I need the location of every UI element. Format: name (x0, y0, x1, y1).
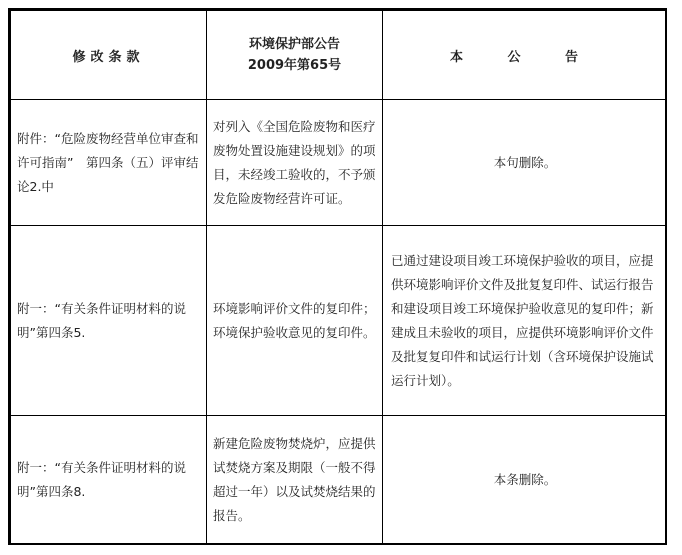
header-clause: 修改条款 (11, 11, 207, 100)
amendment-table (10, 10, 666, 544)
row1-original: 对列入《全国危险废物和医疗废物处置设施建设规划》的项目，未经竣工验收的，不予颁发危险废物经营许可证。 (207, 100, 383, 226)
header-this-announcement: 本 公 告 (383, 11, 666, 100)
header-announcement-number: 2009年第65号 (247, 58, 342, 73)
row1-amendment: 本句删除。 (383, 100, 666, 226)
table-row (11, 416, 666, 544)
row3-clause: 附一：“有关条件证明材料的说明”第四条8. (11, 416, 207, 544)
row2-clause: 附一：“有关条件证明材料的说明”第四条5. (11, 226, 207, 416)
table-row (11, 226, 666, 416)
header-row (11, 11, 666, 100)
header-announcement-title: 环境保护部公告 (248, 37, 340, 52)
row1-clause: 附件：“危险废物经营单位审查和许可指南” 第四条（五）评审结论2.中 (11, 100, 207, 226)
header-announcement (207, 11, 383, 100)
row3-original: 新建危险废物焚烧炉，应提供试焚烧方案及期限（一般不得超过一年）以及试焚烧结果的报告。 (207, 416, 383, 544)
row2-original: 环境影响评价文件的复印件；环境保护验收意见的复印件。 (207, 226, 383, 416)
table-row (11, 100, 666, 226)
row2-amendment: 已通过建设项目竣工环境保护验收的项目，应提供环境影响评价文件及批复复印件、试运行报告和建设项目竣工环境保护验收意见的复印件；新建成且未验收的项目，应提供环境影响评价文件及批复复印件和试运行计划（含环境保护设施试运行计划）。 (383, 226, 666, 416)
row3-amendment: 本条删除。 (383, 416, 666, 544)
